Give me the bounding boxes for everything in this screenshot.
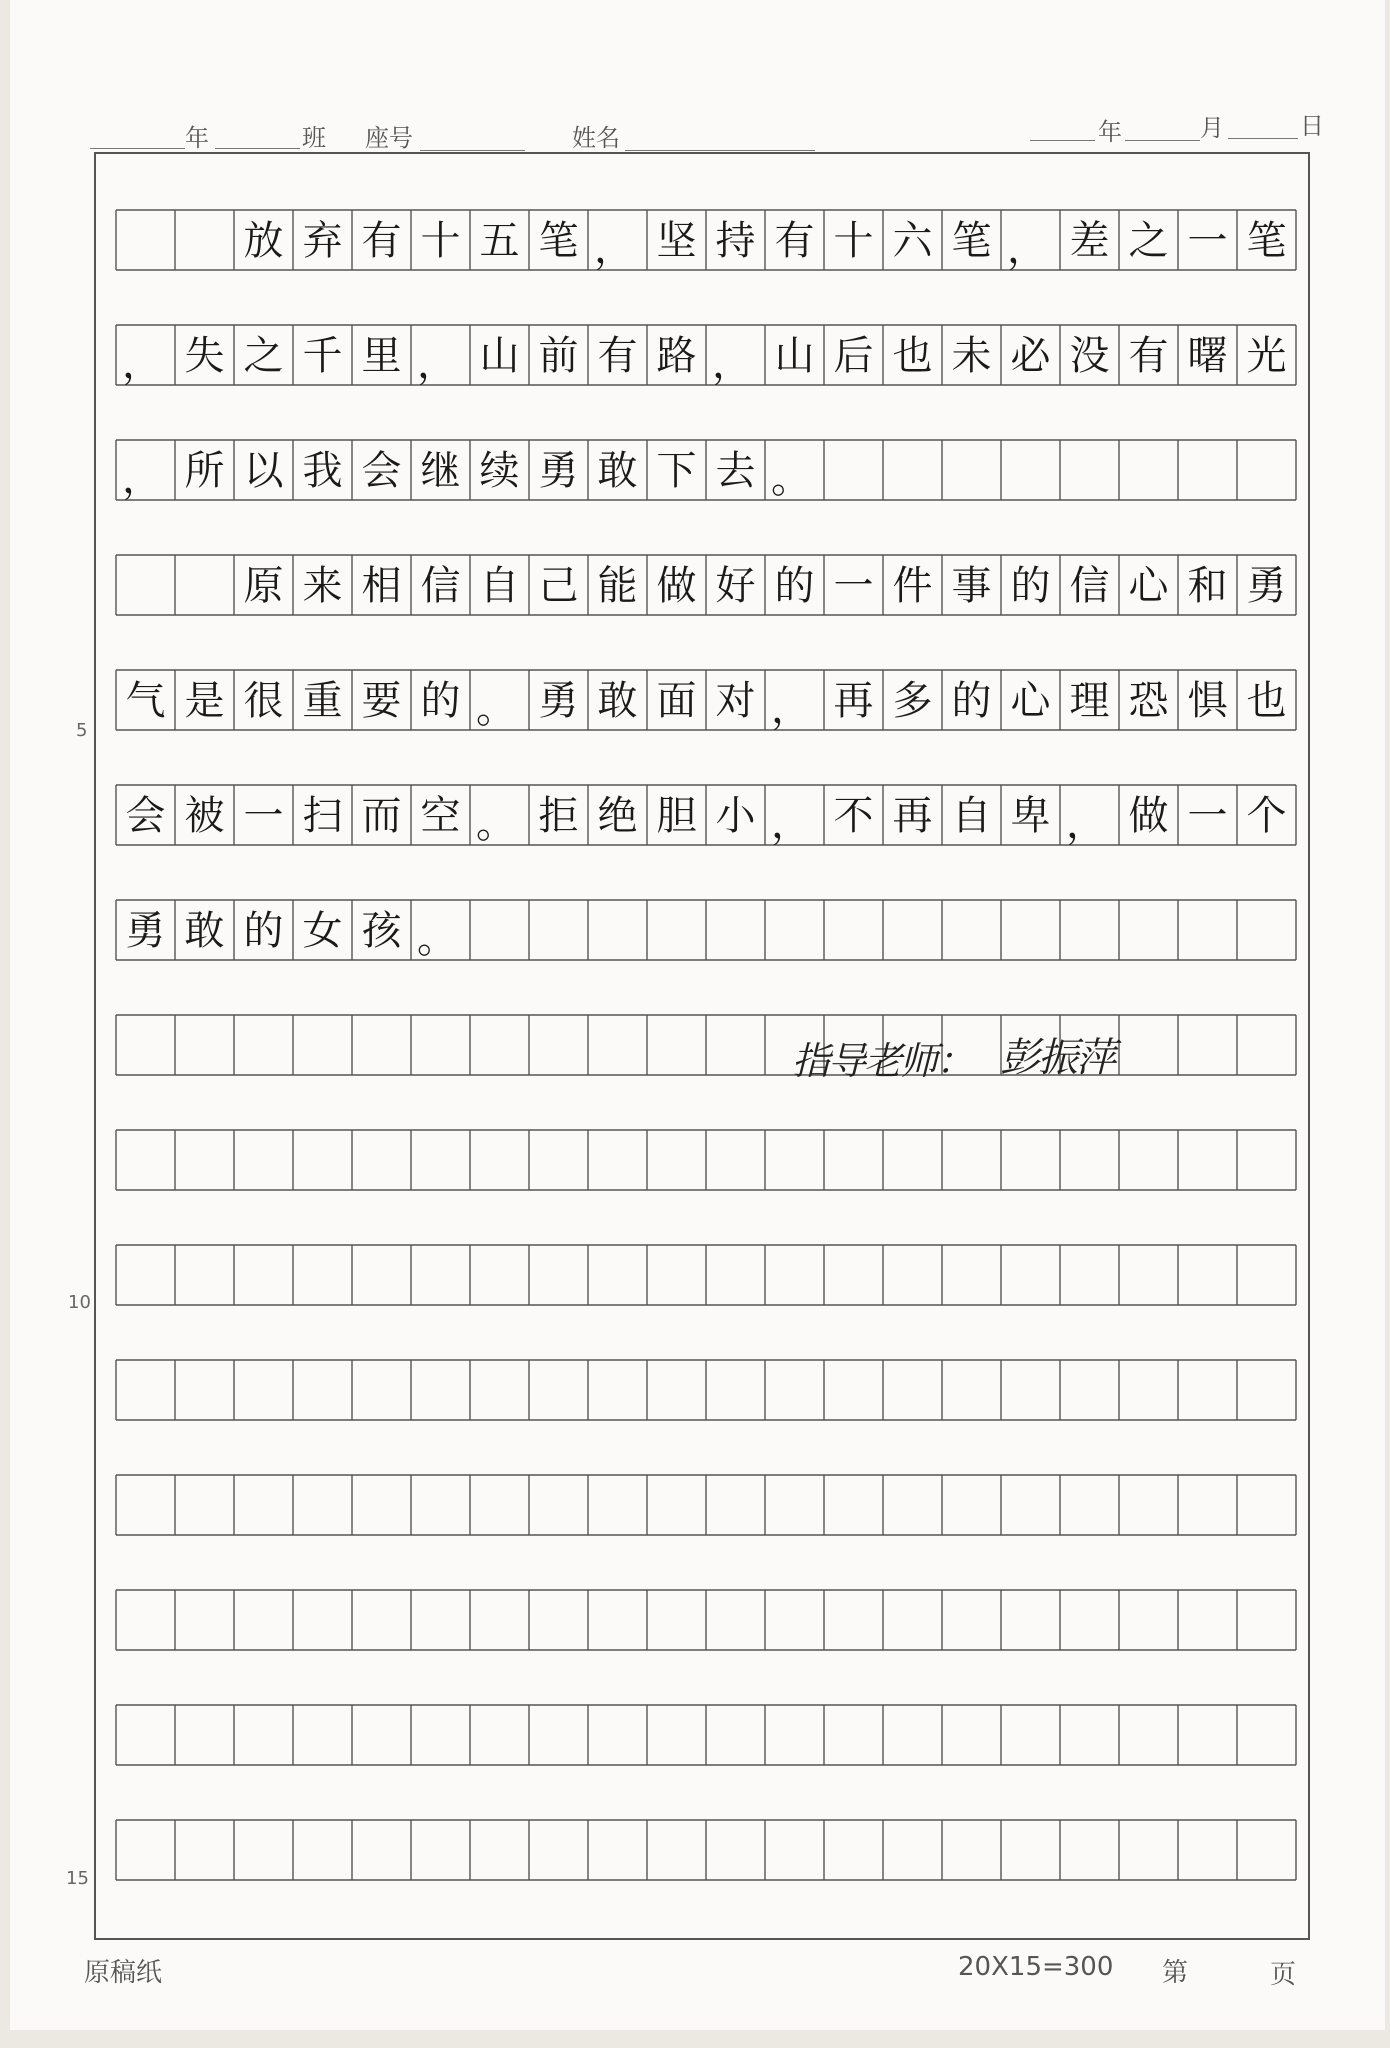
essay-char: 以 <box>243 448 284 494</box>
essay-char: 有 <box>774 218 815 264</box>
essay-char: 我 <box>302 448 343 494</box>
essay-char: 六 <box>892 218 933 264</box>
essay-char: 胆 <box>656 793 697 839</box>
essay-char: 再 <box>833 678 874 724</box>
essay-char: 卑 <box>1010 793 1051 839</box>
essay-char: ， <box>122 456 162 502</box>
essay-char: 所 <box>184 448 225 494</box>
year-label: 年 <box>1098 118 1122 146</box>
essay-char: 去 <box>715 448 756 494</box>
essay-char: 有 <box>361 218 402 264</box>
essay-char: 再 <box>892 793 933 839</box>
essay-char: 一 <box>243 793 284 839</box>
essay-char: 也 <box>892 333 933 379</box>
class-label: 班 <box>302 124 326 152</box>
essay-char: 来 <box>302 563 343 609</box>
essay-char: ， <box>771 686 811 732</box>
essay-char: 没 <box>1069 333 1110 379</box>
essay-char: 敢 <box>597 448 638 494</box>
essay-char: 五 <box>479 218 520 264</box>
essay-char: 小 <box>715 793 756 839</box>
essay-char: 失 <box>184 333 225 379</box>
essay-char: 心 <box>1128 563 1169 609</box>
essay-char: 相 <box>361 563 402 609</box>
essay-char: ， <box>122 341 162 387</box>
essay-char: 必 <box>1010 333 1051 379</box>
essay-char: 原 <box>243 563 284 609</box>
grid-spec: 20X15=300 <box>958 1952 1114 1982</box>
essay-char: 的 <box>243 908 284 954</box>
signature-name: 彭振萍 <box>1000 1035 1114 1081</box>
essay-char: 的 <box>420 678 461 724</box>
manuscript-grid <box>10 0 1385 2030</box>
essay-char: 空 <box>420 793 461 839</box>
essay-char: 多 <box>892 678 933 724</box>
essay-char: 未 <box>951 333 992 379</box>
essay-char: 而 <box>361 793 402 839</box>
essay-char: 有 <box>1128 333 1169 379</box>
essay-char: 里 <box>361 333 402 379</box>
essay-char: 山 <box>479 333 520 379</box>
essay-char: 是 <box>184 678 225 724</box>
essay-char: 敢 <box>597 678 638 724</box>
essay-char: 光 <box>1246 333 1287 379</box>
row-marker-15: 15 <box>66 1868 89 1889</box>
essay-char: 会 <box>125 793 166 839</box>
row-marker-5: 5 <box>76 720 88 741</box>
essay-char: 前 <box>538 333 579 379</box>
essay-char: 惧 <box>1187 678 1228 724</box>
essay-char: 己 <box>538 563 579 609</box>
essay-char: 恐 <box>1128 678 1169 724</box>
essay-char: 自 <box>951 793 992 839</box>
essay-char: 勇 <box>538 448 579 494</box>
essay-char: 绝 <box>597 793 638 839</box>
essay-char: 做 <box>1128 793 1169 839</box>
essay-char: 十 <box>833 218 874 264</box>
paper-name: 原稿纸 <box>84 1958 163 1988</box>
essay-char: 续 <box>479 448 520 494</box>
essay-char: 勇 <box>125 908 166 954</box>
essay-char: 后 <box>833 333 874 379</box>
essay-char: 好 <box>715 563 756 609</box>
essay-char: 千 <box>302 333 343 379</box>
essay-char: ， <box>594 226 634 272</box>
essay-char: 笔 <box>951 218 992 264</box>
essay-char: 气 <box>125 678 166 724</box>
essay-char: 十 <box>420 218 461 264</box>
essay-char: 下 <box>656 448 697 494</box>
essay-char: 信 <box>1069 563 1110 609</box>
essay-char: 对 <box>715 678 756 724</box>
essay-char: ， <box>771 801 811 847</box>
essay-char: 一 <box>1187 218 1228 264</box>
essay-char: 事 <box>951 563 992 609</box>
essay-char: 之 <box>1128 218 1169 264</box>
seat-label: 座号 <box>365 124 413 152</box>
essay-char: 和 <box>1187 563 1228 609</box>
essay-char: 山 <box>774 333 815 379</box>
page-suffix: 页 <box>1270 1960 1297 1990</box>
essay-char: 路 <box>656 333 697 379</box>
essay-char: 继 <box>420 448 461 494</box>
essay-char: ， <box>712 341 752 387</box>
essay-char: 差 <box>1069 218 1110 264</box>
essay-char: 个 <box>1246 793 1287 839</box>
essay-char: 拒 <box>538 793 579 839</box>
essay-char: ， <box>1007 226 1047 272</box>
page-prefix: 第 <box>1162 1958 1189 1988</box>
essay-char: 自 <box>479 563 520 609</box>
essay-char: 很 <box>243 678 284 724</box>
essay-char: 重 <box>302 678 343 724</box>
essay-char: 弃 <box>302 218 343 264</box>
essay-char: 勇 <box>538 678 579 724</box>
essay-char: 件 <box>892 563 933 609</box>
essay-char: 的 <box>1010 563 1051 609</box>
essay-char: 理 <box>1069 678 1110 724</box>
grade-label: 年 <box>185 124 209 152</box>
essay-char: 被 <box>184 793 225 839</box>
essay-char: 的 <box>774 563 815 609</box>
essay-char: 扫 <box>302 793 343 839</box>
essay-char: 一 <box>1187 793 1228 839</box>
essay-char: 做 <box>656 563 697 609</box>
manuscript-paper <box>10 0 1385 2030</box>
month-label: 月 <box>1200 114 1224 142</box>
row-marker-10: 10 <box>68 1292 91 1313</box>
essay-char: 笔 <box>1246 218 1287 264</box>
essay-char: 勇 <box>1246 563 1287 609</box>
essay-char: 孩 <box>361 908 402 954</box>
essay-char: 面 <box>656 678 697 724</box>
name-label: 姓名 <box>572 124 620 152</box>
day-label: 日 <box>1300 112 1324 140</box>
essay-char: 能 <box>597 563 638 609</box>
essay-char: 放 <box>243 218 284 264</box>
essay-char: 。 <box>476 801 516 847</box>
essay-char: ， <box>1066 801 1106 847</box>
essay-char: 信 <box>420 563 461 609</box>
essay-char: 曙 <box>1187 333 1228 379</box>
essay-char: 持 <box>715 218 756 264</box>
essay-char: 笔 <box>538 218 579 264</box>
essay-char: 敢 <box>184 908 225 954</box>
essay-char: 之 <box>243 333 284 379</box>
essay-char: 心 <box>1010 678 1051 724</box>
essay-char: 。 <box>771 456 811 502</box>
essay-char: 。 <box>417 916 457 962</box>
essay-char: 不 <box>833 793 874 839</box>
signature-label: 指导老师： <box>792 1039 973 1083</box>
essay-char: ， <box>417 341 457 387</box>
essay-char: 一 <box>833 563 874 609</box>
essay-char: 。 <box>476 686 516 732</box>
essay-char: 有 <box>597 333 638 379</box>
essay-char: 也 <box>1246 678 1287 724</box>
essay-char: 会 <box>361 448 402 494</box>
essay-char: 的 <box>951 678 992 724</box>
essay-char: 女 <box>302 908 343 954</box>
essay-char: 要 <box>361 678 402 724</box>
essay-char: 坚 <box>656 218 697 264</box>
